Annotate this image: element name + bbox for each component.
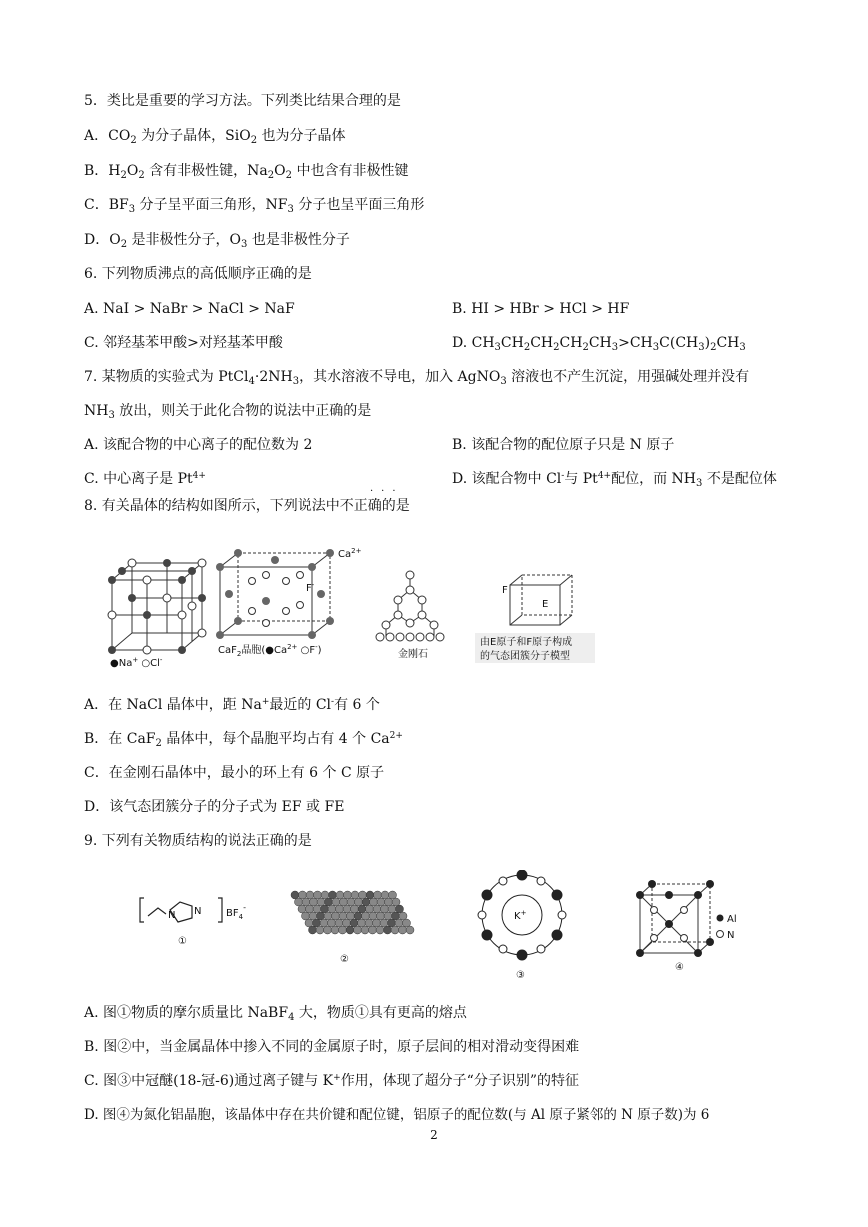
q6-option-d — [452, 334, 746, 352]
al-legend-dot — [717, 915, 724, 922]
q9-structure-figure — [130, 870, 770, 985]
metal-atom — [324, 926, 332, 934]
caf2-ca-label: $Ca^{2+}$ — [338, 547, 362, 560]
q5c-5: 分子也呈平面三角形 — [293, 197, 425, 213]
metal-atom — [343, 905, 351, 913]
metal-atom — [324, 912, 332, 920]
q5-option-c — [84, 196, 424, 214]
caf2-f-label: F- — [306, 581, 315, 594]
metal-atom — [374, 891, 382, 899]
metal-atom — [391, 926, 399, 934]
metal-atom — [377, 912, 385, 920]
metal-atom — [385, 898, 393, 906]
q7c-1: C. 中心离子是 Pt — [84, 471, 193, 487]
figure-label-2: ② — [340, 954, 349, 965]
q6d-16: 2 — [710, 342, 717, 353]
cluster-caption-2: 的气态团簇分子模型 — [480, 651, 570, 662]
q8-crystal-figure — [100, 545, 600, 670]
metal-atom — [384, 912, 392, 920]
q6-option-a: A. NaI > NaBr > NaCl > NaF — [84, 301, 295, 317]
q5d-4: 3 — [241, 239, 248, 250]
n-legend: N — [727, 930, 735, 941]
metal-atom — [358, 905, 366, 913]
q5a-1: A．CO — [84, 128, 131, 144]
q6d-14: 3 — [698, 342, 705, 353]
metal-atom — [306, 905, 314, 913]
al-legend: Al — [727, 914, 737, 925]
bf4-label: $BF_4^-$ — [226, 903, 246, 921]
metal-atom — [313, 905, 321, 913]
metal-atom — [340, 898, 348, 906]
cluster-e-label: E — [542, 599, 549, 610]
metal-atom — [362, 912, 370, 920]
metal-atom — [392, 898, 400, 906]
metal-atom — [354, 912, 362, 920]
q7d-6: 3 — [696, 478, 703, 489]
q8-stem: 8. 有关晶体的结构如图所示，下列说法中不正确的是 — [84, 498, 410, 514]
metal-atom — [339, 926, 347, 934]
metal-atom — [376, 926, 384, 934]
metal-atom — [321, 891, 329, 899]
q5b-5: 含有非极性键，Na — [144, 163, 268, 179]
metal-atom — [380, 919, 388, 927]
metal-atom — [336, 891, 344, 899]
metal-atom — [392, 912, 400, 920]
q5d-5: 也是非极性分子 — [247, 232, 350, 248]
q5a-2: 2 — [130, 135, 137, 146]
metal-atom — [299, 891, 307, 899]
q8-option-b — [84, 730, 403, 748]
q6-option-b: B. HI > HBr > HCl > HF — [452, 301, 630, 317]
q7d-7: 不是配位体 — [702, 471, 777, 487]
q8b-4: 2+ — [389, 731, 403, 741]
q5c-4: 3 — [287, 204, 294, 215]
metal-atom — [362, 898, 370, 906]
q5b-9: 中也含有非极性键 — [292, 163, 409, 179]
metal-atom — [399, 926, 407, 934]
metal-layers — [291, 891, 414, 934]
q6d-13: C(CH — [659, 335, 699, 351]
q5b-1: B．H — [84, 163, 121, 179]
q6d-11: >CH — [618, 335, 653, 351]
q9-option-d: D. 图④为氮化铝晶胞，该晶体中存在共价键和配位键，铝原子的配位数(与 Al 原子紧邻的 N 原子数)为 6 — [84, 1107, 710, 1123]
q7d-4: 4+ — [597, 471, 612, 481]
q5b-6: 2 — [267, 170, 275, 181]
q5a-5: 也为分子晶体 — [257, 128, 346, 144]
metal-atom — [406, 926, 414, 934]
q7-option-b: B. 该配合物的配位原子只是 N 原子 — [452, 437, 675, 453]
q5b-8: 2 — [285, 170, 293, 181]
nacl-legend: ●Na+ ○Cl- — [110, 656, 163, 669]
metal-atom — [309, 912, 317, 920]
q5d-1: D．O — [84, 232, 121, 248]
q6d-6: 2 — [553, 342, 560, 353]
diamond-structure — [376, 571, 444, 641]
ionic-liquid-structure — [140, 898, 222, 922]
q5c-1: C．BF — [84, 197, 129, 213]
q5c-3: 分子呈平面三角形，NF — [135, 197, 288, 213]
q9-option-c — [84, 1072, 579, 1090]
metal-atom — [336, 905, 344, 913]
caf2-atoms — [216, 549, 334, 639]
metal-atom — [316, 926, 324, 934]
metal-atom — [339, 912, 347, 920]
q7-stem-line1 — [84, 368, 749, 386]
metal-atom — [403, 919, 411, 927]
metal-atom — [328, 905, 336, 913]
nacl-atoms — [108, 559, 206, 654]
cluster-caption-1: 由E原子和F原子构成 — [480, 637, 573, 648]
q7s-5: ，其水溶液不导电，加入 AgNO — [299, 369, 501, 385]
q7-stem-line2 — [84, 402, 371, 420]
diamond-caption: 金刚石 — [398, 649, 428, 660]
q7d-3: 与 Pt — [564, 471, 598, 487]
metal-atom — [381, 905, 389, 913]
q8b-1: B．在 CaF — [84, 731, 156, 747]
cluster-molecule — [510, 575, 572, 625]
metal-atom — [355, 898, 363, 906]
n-label-1: N — [168, 910, 176, 921]
q7d-2: - — [561, 471, 565, 481]
q6d-3: CH — [500, 335, 524, 351]
page-number: 2 — [430, 1128, 438, 1142]
q8a-4: - — [331, 697, 335, 707]
q7s2-2: 3 — [108, 410, 115, 421]
metal-atom — [395, 919, 403, 927]
q9-stem: 9. 下列有关物质结构的说法正确的是 — [84, 833, 312, 849]
metal-atom — [295, 898, 303, 906]
q7s-3: ·2NH — [254, 369, 293, 385]
q9c-3: 作用，体现了超分子“分子识别”的特征 — [340, 1073, 580, 1089]
q9c-2: + — [333, 1073, 341, 1083]
metal-atom — [396, 905, 404, 913]
metal-atom — [377, 898, 385, 906]
q5c-2: 3 — [128, 204, 136, 215]
q8a-5: 有 6 个 — [334, 697, 380, 713]
metal-atom — [347, 898, 355, 906]
q7s-7: 溶液也不产生沉淀，用强碱处理并没有 — [506, 369, 750, 385]
metal-atom — [346, 926, 354, 934]
q6-stem: 6. 下列物质沸点的高低顺序正确的是 — [84, 266, 312, 282]
caf2-caption: CaF$_2$晶胞($●Ca^{2+}$ ○F-) — [218, 643, 322, 658]
metal-atom — [302, 912, 310, 920]
metal-atom — [344, 891, 352, 899]
q8b-3: 晶体中，每个晶胞平均占有 4 个 Ca — [161, 731, 390, 747]
metal-atom — [321, 905, 329, 913]
metal-atom — [320, 919, 328, 927]
metal-atom — [310, 898, 318, 906]
metal-atom — [325, 898, 333, 906]
metal-atom — [366, 891, 374, 899]
q5b-4: 2 — [138, 170, 145, 181]
q6d-4: 2 — [523, 342, 531, 353]
q6d-5: CH — [530, 335, 554, 351]
metal-atom — [306, 891, 314, 899]
metal-atom — [365, 919, 373, 927]
q5-stem: 5．类比是重要的学习方法。下列类比结果合理的是 — [84, 93, 401, 109]
q9a-3: 大，物质①具有更高的熔点 — [294, 1005, 467, 1021]
metal-atom — [366, 905, 374, 913]
metal-atom — [347, 912, 355, 920]
q7s2-3: 放出，则关于此化合物的说法中正确的是 — [114, 403, 372, 419]
q6d-2: 3 — [494, 342, 501, 353]
figure-label-3: ③ — [516, 970, 525, 981]
metal-atom — [381, 891, 389, 899]
q5b-7: O — [274, 163, 286, 179]
metal-atom — [350, 919, 358, 927]
q6d-17: CH — [716, 335, 740, 351]
q6-option-c: C. 邻羟基苯甲酸>对羟基苯甲酸 — [84, 335, 283, 351]
q7-option-a: A. 该配合物的中心离子的配位数为 2 — [84, 437, 313, 453]
q7-option-c — [84, 470, 206, 488]
metal-atom — [331, 926, 339, 934]
q7s-4: 3 — [292, 376, 300, 387]
q6d-15: ) — [704, 335, 711, 351]
metal-atom — [328, 919, 336, 927]
q8-option-d: D．该气态团簇分子的分子式为 EF 或 FE — [84, 799, 345, 815]
metal-atom — [343, 919, 351, 927]
q8-option-c: C．在金刚石晶体中，最小的环上有 6 个 C 原子 — [84, 765, 385, 781]
figure-label-1: ① — [178, 936, 187, 947]
metal-atom — [389, 891, 397, 899]
q7d-1: D. 该配合物中 Cl — [452, 471, 562, 487]
metal-atom — [291, 891, 299, 899]
q8-option-a — [84, 696, 380, 714]
metal-atom — [302, 898, 310, 906]
metal-atom — [305, 919, 313, 927]
metal-atom — [317, 898, 325, 906]
q7s-6: 3 — [500, 376, 507, 387]
metal-atom — [317, 912, 325, 920]
metal-atom — [370, 898, 378, 906]
metal-atom — [313, 919, 321, 927]
metal-atom — [298, 905, 306, 913]
q6d-12: 3 — [652, 342, 660, 353]
k-ion-label: K+ — [514, 909, 527, 922]
q5-option-a — [84, 127, 346, 145]
q7c-2: 4+ — [192, 471, 206, 481]
q5d-3: 是非极性分子，O — [127, 232, 242, 248]
metal-atom — [369, 912, 377, 920]
q8a-2: + — [261, 697, 270, 707]
metal-atom — [388, 919, 396, 927]
metal-atom — [373, 919, 381, 927]
metal-atom — [309, 926, 317, 934]
q8a-1: A．在 NaCl 晶体中，距 Na — [84, 697, 262, 713]
metal-atom — [351, 905, 359, 913]
q9c-1: C. 图③中冠醚(18-冠-6)通过离子键与 K — [84, 1073, 334, 1089]
q7s2-1: NH — [84, 403, 109, 419]
emphasis-dots: ··· — [370, 486, 404, 497]
metal-atom — [358, 919, 366, 927]
metal-atom — [314, 891, 322, 899]
q5a-4: 2 — [250, 135, 258, 146]
q5-option-d — [84, 231, 350, 249]
metal-atom — [399, 912, 407, 920]
metal-atom — [354, 926, 362, 934]
metal-atom — [384, 926, 392, 934]
q6d-10: 3 — [611, 342, 619, 353]
n-label-2: N — [194, 906, 202, 917]
cluster-f-label: F — [502, 585, 508, 596]
q6d-1: D. CH — [452, 335, 495, 351]
q6d-9: CH — [588, 335, 612, 351]
q5b-2: 2 — [120, 170, 127, 181]
q5b-3: O — [126, 163, 139, 179]
q7-option-d — [452, 470, 777, 488]
q9-option-b: B. 图②中，当金属晶体中掺入不同的金属原子时，原子层间的相对滑动变得困难 — [84, 1039, 580, 1055]
q9a-2: 4 — [288, 1012, 295, 1023]
metal-atom — [335, 919, 343, 927]
q5a-3: 为分子晶体，SiO — [136, 128, 251, 144]
q6d-18: 3 — [739, 342, 746, 353]
q6d-8: 2 — [582, 342, 589, 353]
q9a-1: A. 图①物质的摩尔质量比 NaBF — [84, 1005, 289, 1021]
metal-atom — [329, 891, 337, 899]
metal-atom — [351, 891, 359, 899]
q7s-2: 4 — [248, 376, 255, 387]
n-legend-dot — [717, 931, 724, 938]
q8a-3: 最近的 Cl — [269, 697, 332, 713]
q6d-7: CH — [559, 335, 583, 351]
metal-atom — [373, 905, 381, 913]
metal-atom — [359, 891, 367, 899]
metal-atom — [332, 898, 340, 906]
q7d-5: 配位，而 NH — [611, 471, 697, 487]
q5d-2: 2 — [120, 239, 128, 250]
q5-option-b — [84, 162, 408, 180]
q8b-2: 2 — [155, 738, 162, 749]
metal-atom — [388, 905, 396, 913]
q7s-1: 7. 某物质的实验式为 PtCl — [84, 369, 249, 385]
metal-atom — [332, 912, 340, 920]
figure-label-4: ④ — [675, 962, 684, 973]
metal-atom — [369, 926, 377, 934]
metal-atom — [361, 926, 369, 934]
q9-option-a — [84, 1004, 467, 1022]
